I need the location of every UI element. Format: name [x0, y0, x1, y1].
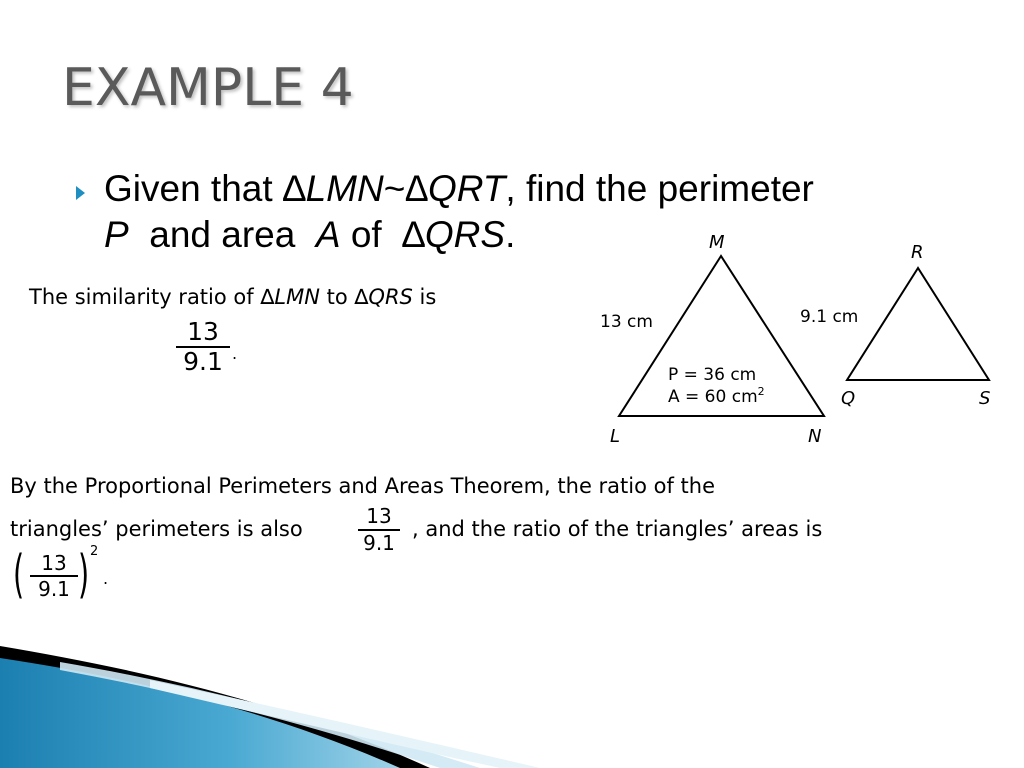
vertex-q-label: Q	[841, 388, 856, 409]
triangle-qrs	[847, 268, 989, 380]
right-parenthesis: )	[78, 545, 90, 605]
fraction-denominator: 9.1	[38, 576, 70, 601]
area-label-text: A = 60 cm	[668, 387, 758, 407]
theorem-line-2b: , and the ratio of the triangles’ areas is	[412, 517, 823, 541]
vertex-m-label: M	[709, 232, 725, 253]
side-label-9-1cm: 9.1 cm	[800, 307, 859, 327]
left-parenthesis: (	[13, 545, 25, 605]
period: .	[505, 214, 516, 255]
vertex-s-label: S	[979, 388, 991, 409]
decorative-wave	[0, 640, 560, 768]
vertex-n-label: N	[808, 426, 822, 447]
triangle-name-qrs: QRS	[424, 214, 506, 255]
to-text: to	[319, 285, 355, 309]
and-area-text: and area	[128, 214, 316, 255]
area-label	[668, 385, 765, 407]
delta-symbol: ∆	[354, 285, 369, 309]
bullet-rest-text: , find the perimeter	[505, 168, 814, 209]
triangle-name-lmn: LMN	[274, 285, 320, 309]
delta-symbol: ∆	[402, 214, 425, 255]
vertex-l-label: L	[610, 426, 621, 447]
of-text: of	[340, 214, 403, 255]
fraction-denominator: 9.1	[183, 346, 223, 376]
fraction-numerator: 13	[187, 317, 219, 346]
delta-symbol: ∆	[260, 285, 275, 309]
triangle-name-qrs: QRS	[368, 285, 413, 309]
theorem-line-1: By the Proportional Perimeters and Areas Theorem, the ratio of the	[10, 474, 716, 498]
delta-symbol: ∆	[282, 168, 306, 209]
similarity-suffix: is	[412, 285, 437, 309]
fraction-denominator: 9.1	[363, 530, 395, 555]
area-variable: A	[315, 214, 341, 255]
area-fraction	[30, 551, 78, 601]
perimeter-variable: P	[104, 214, 129, 255]
side-label-13cm: 13 cm	[600, 312, 653, 332]
theorem-line-2a: triangles’ perimeters is also	[10, 517, 303, 541]
slide-title: EXAMPLE 4	[62, 58, 354, 118]
perimeter-fraction	[358, 504, 400, 556]
perimeter-label: P = 36 cm	[668, 365, 757, 385]
period: .	[232, 344, 238, 363]
period: .	[103, 569, 109, 588]
triangle-name-qrt: QRT	[427, 168, 506, 209]
delta-symbol: ∆	[405, 168, 428, 209]
similar-symbol: ~	[383, 168, 406, 209]
triangle-name-lmn: LMN	[305, 168, 384, 209]
vertex-r-label: R	[911, 242, 924, 263]
similarity-prefix: The similarity ratio of	[29, 285, 261, 309]
fraction-numerator: 13	[366, 504, 392, 528]
fraction-numerator: 13	[41, 551, 67, 575]
area-label-exponent: 2	[757, 385, 765, 398]
exponent: 2	[90, 544, 99, 559]
bullet-given-text: Given that	[104, 168, 283, 209]
